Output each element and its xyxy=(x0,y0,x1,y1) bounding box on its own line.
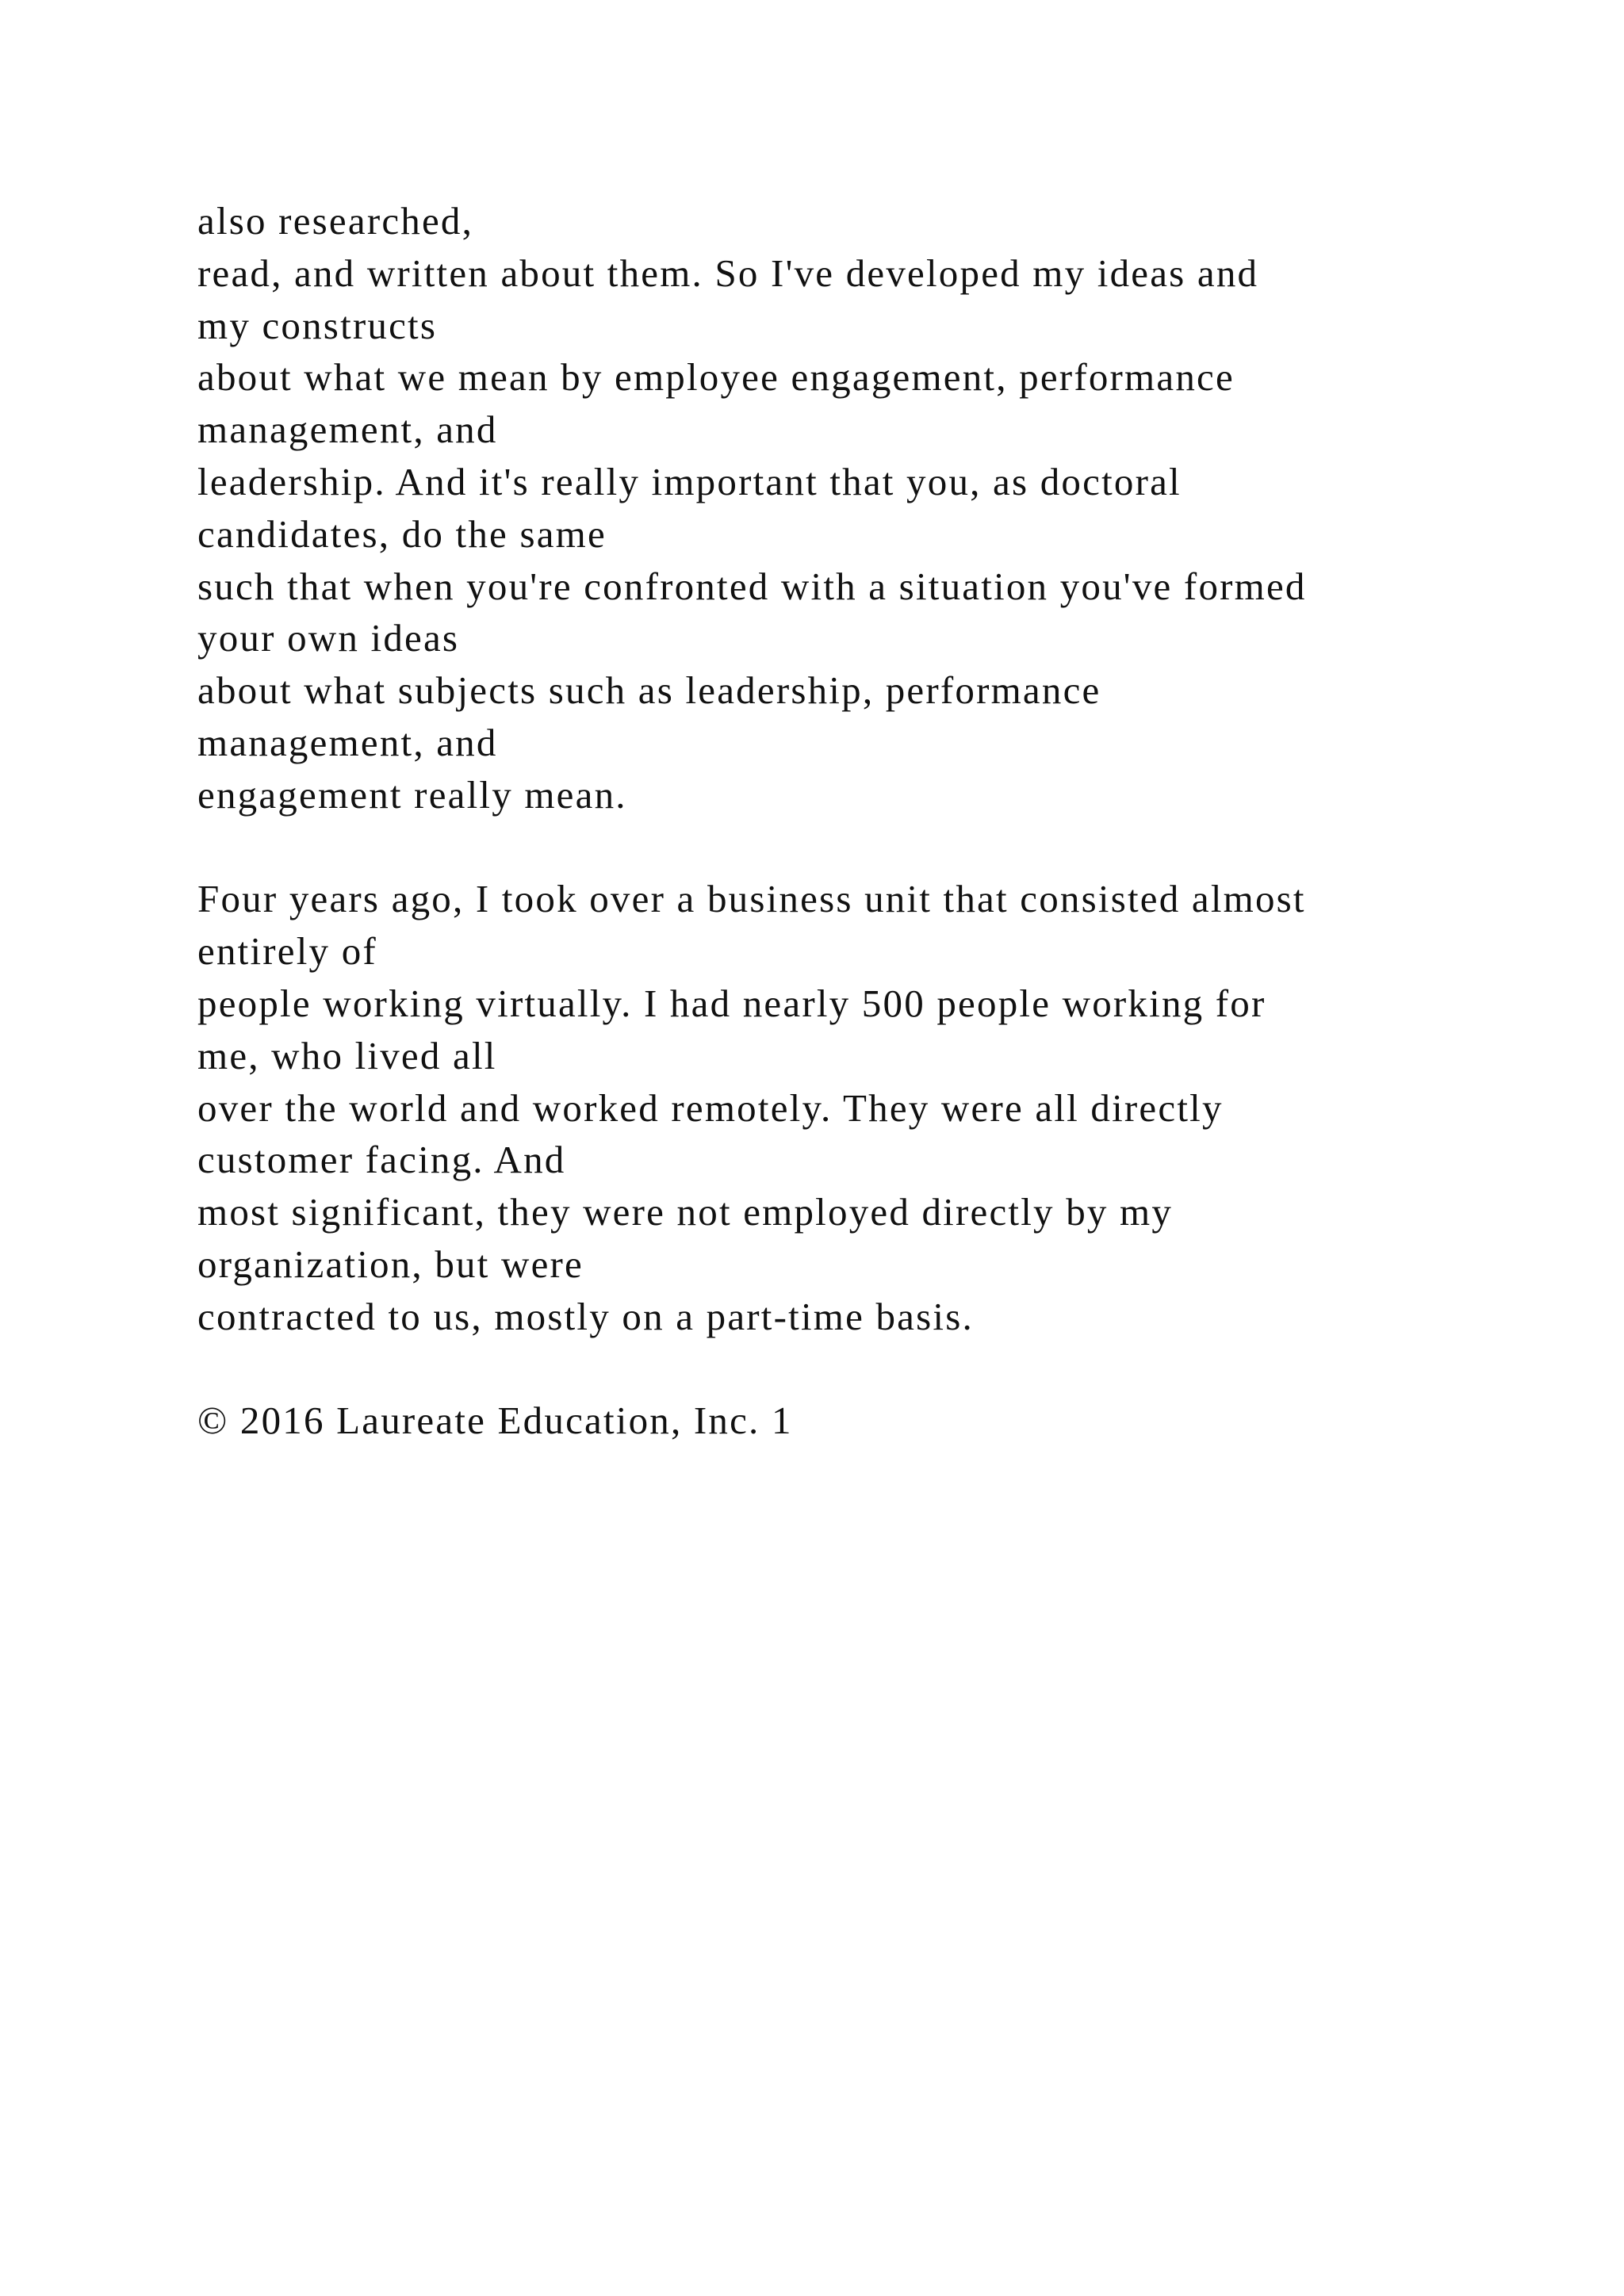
text-line: engagement really mean. xyxy=(197,772,627,817)
text-line: also researched, xyxy=(197,199,474,243)
text-line: contracted to us, mostly on a part-time basis. xyxy=(197,1294,974,1338)
text-line: read, and written about them. So I've developed my ideas and xyxy=(197,251,1259,295)
text-line: me, who lived all xyxy=(197,1033,497,1077)
text-line: over the world and worked remotely. They were all directly xyxy=(197,1085,1224,1130)
copyright-footer: © 2016 Laureate Education, Inc. 1 xyxy=(197,1399,793,1443)
text-line: customer facing. And xyxy=(197,1138,566,1182)
document-body xyxy=(197,195,1545,1447)
text-line: Four years ago, I took over a business unit that consisted almost xyxy=(197,877,1306,921)
text-line: leadership. And it's really important that you, as doctoral xyxy=(197,459,1182,503)
text-line: management, and xyxy=(197,720,498,764)
paragraph-1 xyxy=(197,195,1545,821)
text-line: about what we mean by employee engagement, performance xyxy=(197,355,1235,400)
text-line: organization, but were xyxy=(197,1242,584,1286)
text-line: most significant, they were not employed directly by my xyxy=(197,1190,1174,1234)
paragraph-2 xyxy=(197,873,1545,1342)
text-line: your own ideas xyxy=(197,616,460,660)
text-line: people working virtually. I had nearly 500 people working for xyxy=(197,981,1266,1025)
text-line: such that when you're confronted with a situation you've formed xyxy=(197,564,1307,608)
text-line: candidates, do the same xyxy=(197,511,607,556)
paragraph-spacer xyxy=(197,1343,1545,1395)
text-line: my constructs xyxy=(197,303,438,347)
text-line: about what subjects such as leadership, performance xyxy=(197,668,1101,713)
text-line: management, and xyxy=(197,408,498,452)
paragraph-spacer xyxy=(197,821,1545,874)
text-line: entirely of xyxy=(197,929,377,974)
